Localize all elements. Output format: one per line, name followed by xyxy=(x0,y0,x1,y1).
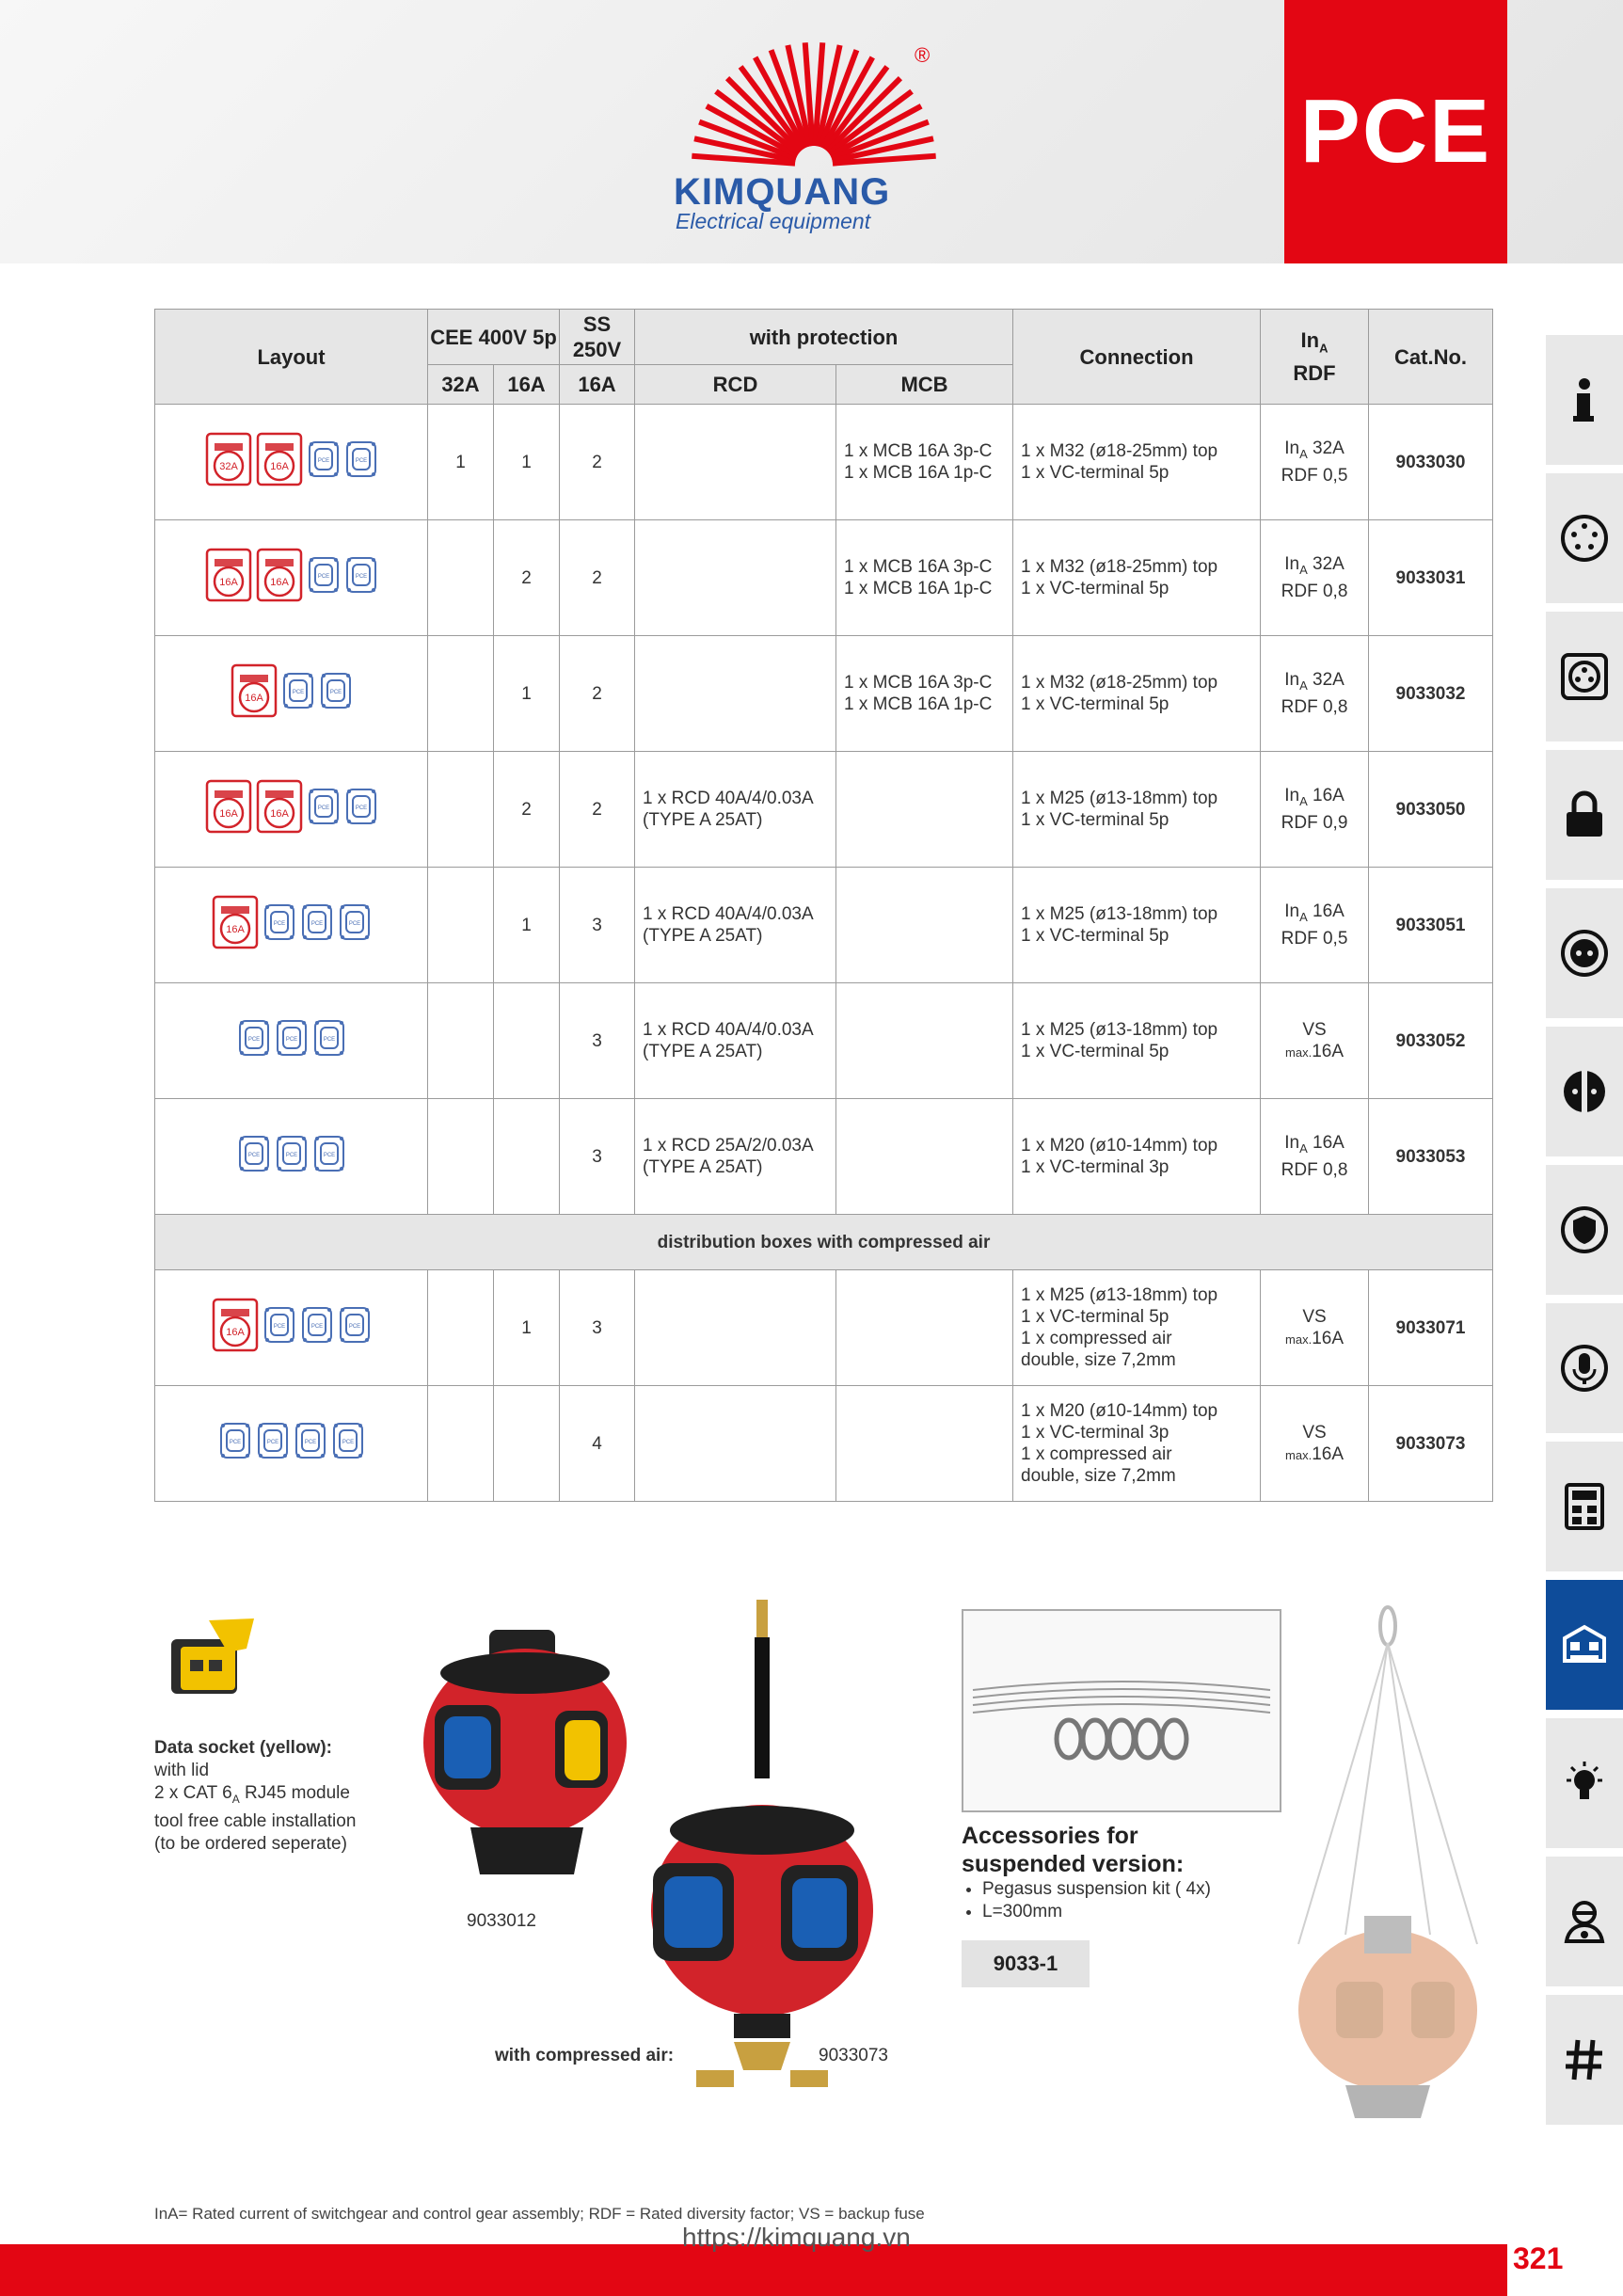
connection-cell: 1 x M25 (ø13-18mm) top 1 x VC-terminal 5p xyxy=(1013,983,1261,1099)
svg-text:PCE: PCE xyxy=(323,1037,335,1043)
rcd-cell xyxy=(635,405,836,520)
svg-text:16A: 16A xyxy=(269,577,289,588)
rating-cell: $In_A$ 32A RDF 0,8 xyxy=(1261,520,1369,636)
mcb-cell xyxy=(836,868,1013,983)
connection-cell: 1 x M32 (ø18-25mm) top 1 x VC-terminal 5p xyxy=(1013,636,1261,752)
schuko-socket-icon xyxy=(1559,928,1610,979)
cee-socket-red-icon xyxy=(205,432,252,486)
svg-text:PCE: PCE xyxy=(304,1440,316,1445)
cee-socket-red-icon xyxy=(212,895,259,949)
svg-text:PCE: PCE xyxy=(247,1037,260,1043)
mcb-cell: 1 x MCB 16A 3p-C 1 x MCB 16A 1p-C xyxy=(836,520,1013,636)
mcb-cell xyxy=(836,1099,1013,1215)
svg-text:16A: 16A xyxy=(269,461,289,472)
compressed-air-label: with compressed air: xyxy=(495,2046,675,2065)
ss-16a-cell: 3 xyxy=(560,983,635,1099)
svg-text:PCE: PCE xyxy=(273,921,285,927)
layout-cell xyxy=(155,983,428,1099)
cee-socket-red-icon xyxy=(205,779,252,834)
cee-16a-cell: 1 xyxy=(494,1270,560,1386)
layout-cell xyxy=(155,1099,428,1215)
cee-32a-cell xyxy=(428,1386,494,1502)
product-9033012-image xyxy=(414,1620,640,1903)
svg-text:PCE: PCE xyxy=(342,1440,354,1445)
product-table xyxy=(154,309,1493,1502)
schuko-socket-blue-icon xyxy=(307,787,341,826)
cat-no-cell: 9033050 xyxy=(1369,752,1493,868)
cee-16a-cell: 1 xyxy=(494,868,560,983)
svg-text:PCE: PCE xyxy=(355,805,367,811)
page-number: 321 xyxy=(1513,2241,1564,2275)
padlock-icon xyxy=(1561,789,1608,840)
rcd-cell: 1 x RCD 40A/4/0.03A (TYPE A 25AT) xyxy=(635,983,836,1099)
cee-16a-cell xyxy=(494,983,560,1099)
svg-text:PCE: PCE xyxy=(355,458,367,464)
header-connection: Connection xyxy=(1013,310,1261,405)
ss-16a-cell: 2 xyxy=(560,520,635,636)
header-cee: CEE 400V 5p xyxy=(428,310,560,365)
layout-cell xyxy=(155,752,428,868)
header-rcd: RCD xyxy=(635,365,836,405)
cee-socket-red-icon xyxy=(212,1298,259,1352)
header-16a: 16A xyxy=(494,365,560,405)
data-socket-image xyxy=(152,1611,265,1724)
cee-16a-cell: 2 xyxy=(494,520,560,636)
svg-text:16A: 16A xyxy=(225,924,245,935)
schuko-socket-blue-icon xyxy=(294,1421,327,1460)
table-row xyxy=(155,868,1493,983)
header-layout: Layout xyxy=(155,310,428,405)
sidebar-tab-info[interactable] xyxy=(1546,335,1623,465)
schuko-socket-blue-icon xyxy=(312,1018,346,1058)
info-icon xyxy=(1566,376,1603,423)
ss-16a-cell: 3 xyxy=(560,868,635,983)
accessories-list xyxy=(962,1878,1211,1923)
schuko-socket-blue-icon xyxy=(300,1305,334,1345)
connection-cell: 1 x M20 (ø10-14mm) top 1 x VC-terminal 3p xyxy=(1013,1099,1261,1215)
cat-no-cell: 9033053 xyxy=(1369,1099,1493,1215)
brand-text: PCE xyxy=(1299,81,1492,182)
svg-text:PCE: PCE xyxy=(348,921,360,927)
suspended-version-image xyxy=(1280,1605,1496,2132)
svg-text:PCE: PCE xyxy=(285,1153,297,1158)
cee-32a-cell xyxy=(428,1270,494,1386)
cee-32a-cell xyxy=(428,636,494,752)
cee-16a-cell xyxy=(494,1099,560,1215)
header-ss-16a: 16A xyxy=(560,365,635,405)
sidebar-tab-protection[interactable] xyxy=(1546,1165,1623,1295)
product-9033012-caption: 9033012 xyxy=(467,1911,536,1931)
header-mcb: MCB xyxy=(836,365,1013,405)
cee-32a-cell: 1 xyxy=(428,405,494,520)
schuko-socket-blue-icon xyxy=(237,1018,271,1058)
sidebar-tab-lock[interactable] xyxy=(1546,750,1623,880)
connection-cell: 1 x M20 (ø10-14mm) top 1 x VC-terminal 3p 1 x compressed air double, size 7,2mm xyxy=(1013,1386,1261,1502)
cee-32a-cell xyxy=(428,1099,494,1215)
mcb-cell: 1 x MCB 16A 3p-C 1 x MCB 16A 1p-C xyxy=(836,405,1013,520)
cee-16a-cell: 2 xyxy=(494,752,560,868)
cee-32a-cell xyxy=(428,520,494,636)
header-ss: SS 250V xyxy=(560,310,635,365)
footer-url[interactable]: https://kimquang.vn xyxy=(682,2223,911,2252)
schuko-socket-blue-icon xyxy=(338,1305,372,1345)
technician-icon xyxy=(1559,1896,1610,1947)
table-row xyxy=(155,636,1493,752)
svg-text:16A: 16A xyxy=(218,577,238,588)
connection-cell: 1 x M25 (ø13-18mm) top 1 x VC-terminal 5p xyxy=(1013,752,1261,868)
ss-16a-cell: 4 xyxy=(560,1386,635,1502)
svg-text:PCE: PCE xyxy=(285,1037,297,1043)
schuko-socket-blue-icon xyxy=(256,1421,290,1460)
registered-mark: ® xyxy=(915,43,931,67)
list-item: • L=300mm xyxy=(982,1901,1211,1923)
rating-cell: $In_A$ 32A RDF 0,5 xyxy=(1261,405,1369,520)
svg-text:PCE: PCE xyxy=(317,458,329,464)
footnote: InA= Rated current of switchgear and control gear assembly; RDF = Rated diversity factor; VS = backup fuse xyxy=(154,2205,925,2223)
rcd-cell xyxy=(635,636,836,752)
cee-socket-icon xyxy=(1559,513,1610,564)
data-socket-title: Data socket (yellow): xyxy=(154,1738,332,1758)
cat-no-cell: 9033032 xyxy=(1369,636,1493,752)
cee-32a-cell xyxy=(428,983,494,1099)
logo-tagline: Electrical equipment xyxy=(676,209,871,233)
brand-block xyxy=(1284,0,1507,263)
cee-16a-cell: 1 xyxy=(494,636,560,752)
schuko-socket-blue-icon xyxy=(319,671,353,710)
rating-cell: $In_A$ 32A RDF 0,8 xyxy=(1261,636,1369,752)
svg-text:16A: 16A xyxy=(225,1327,245,1338)
layout-cell xyxy=(155,520,428,636)
schuko-socket-blue-icon xyxy=(312,1134,346,1173)
ss-16a-cell: 2 xyxy=(560,752,635,868)
schuko-socket-blue-icon xyxy=(344,787,378,826)
layout-cell xyxy=(155,1270,428,1386)
schuko-socket-blue-icon xyxy=(338,902,372,942)
ss-16a-cell: 3 xyxy=(560,1270,635,1386)
ss-16a-cell: 2 xyxy=(560,405,635,520)
accessories-cat-no: 9033-1 xyxy=(962,1940,1090,1987)
connection-cell: 1 x M25 (ø13-18mm) top 1 x VC-terminal 5p 1 x compressed air double, size 7,2mm xyxy=(1013,1270,1261,1386)
rcd-cell: 1 x RCD 25A/2/0.03A (TYPE A 25AT) xyxy=(635,1099,836,1215)
section-title: distribution boxes with compressed air xyxy=(155,1215,1493,1270)
sidebar-tab-mobile-distribution[interactable] xyxy=(1546,1580,1623,1710)
rating-cell: $In_A$ 16A RDF 0,8 xyxy=(1261,1099,1369,1215)
rating-cell: VS max.16A xyxy=(1261,1270,1369,1386)
mcb-cell xyxy=(836,1270,1013,1386)
svg-text:PCE: PCE xyxy=(266,1440,278,1445)
ss-16a-cell: 3 xyxy=(560,1099,635,1215)
svg-text:PCE: PCE xyxy=(273,1324,285,1330)
mcb-cell xyxy=(836,1386,1013,1502)
connection-cell: 1 x M32 (ø18-25mm) top 1 x VC-terminal 5p xyxy=(1013,405,1261,520)
schuko-socket-blue-icon xyxy=(263,1305,296,1345)
svg-text:PCE: PCE xyxy=(247,1153,260,1158)
svg-text:PCE: PCE xyxy=(355,574,367,580)
section-row xyxy=(155,1215,1493,1270)
layout-cell xyxy=(155,636,428,752)
cee-32a-cell xyxy=(428,868,494,983)
cat-no-cell: 9033071 xyxy=(1369,1270,1493,1386)
svg-text:16A: 16A xyxy=(269,808,289,820)
svg-text:PCE: PCE xyxy=(310,921,323,927)
rcd-cell xyxy=(635,1270,836,1386)
sidebar-tab-worker[interactable] xyxy=(1546,1857,1623,1986)
schuko-socket-blue-icon xyxy=(237,1134,271,1173)
cat-no-cell: 9033030 xyxy=(1369,405,1493,520)
sidebar-tab-microphone[interactable] xyxy=(1546,1303,1623,1433)
cee-socket-red-icon xyxy=(205,548,252,602)
header-protection: with protection xyxy=(635,310,1013,365)
table-row xyxy=(155,752,1493,868)
rcd-cell xyxy=(635,520,836,636)
rating-cell: $In_A$ 16A RDF 0,9 xyxy=(1261,752,1369,868)
panel-socket-icon xyxy=(1559,651,1610,702)
rating-cell: $In_A$ 16A RDF 0,5 xyxy=(1261,868,1369,983)
schuko-socket-blue-icon xyxy=(218,1421,252,1460)
suspension-kit-image xyxy=(963,1611,1280,1810)
schuko-socket-blue-icon xyxy=(344,555,378,595)
sidebar-tab-index[interactable] xyxy=(1546,1995,1623,2125)
accessories-title: Accessories for suspended version: xyxy=(962,1823,1185,1877)
sidebar-tab-distribution[interactable] xyxy=(1546,1442,1623,1571)
cee-socket-red-icon xyxy=(231,663,278,718)
header-rating: $In_A$ RDF xyxy=(1261,310,1369,405)
svg-text:PCE: PCE xyxy=(292,690,304,695)
svg-text:PCE: PCE xyxy=(317,805,329,811)
svg-text:16A: 16A xyxy=(244,693,263,704)
mobile-distributor-icon xyxy=(1559,1619,1610,1670)
cee-socket-red-icon xyxy=(256,779,303,834)
cee-16a-cell: 1 xyxy=(494,405,560,520)
rating-cell: VS max.16A xyxy=(1261,983,1369,1099)
list-item: • Pegasus suspension kit ( 4x) xyxy=(982,1878,1211,1901)
svg-text:16A: 16A xyxy=(218,808,238,820)
connector-icon xyxy=(1559,1066,1610,1117)
table-row xyxy=(155,520,1493,636)
microphone-icon xyxy=(1559,1343,1610,1394)
layout-cell xyxy=(155,868,428,983)
svg-text:PCE: PCE xyxy=(317,574,329,580)
svg-text:32A: 32A xyxy=(218,461,238,472)
ss-16a-cell: 2 xyxy=(560,636,635,752)
schuko-socket-blue-icon xyxy=(263,902,296,942)
logo-name: KIMQUANG xyxy=(674,171,891,213)
mcb-cell: 1 x MCB 16A 3p-C 1 x MCB 16A 1p-C xyxy=(836,636,1013,752)
table-row xyxy=(155,1386,1493,1502)
rcd-cell: 1 x RCD 40A/4/0.03A (TYPE A 25AT) xyxy=(635,868,836,983)
schuko-socket-blue-icon xyxy=(281,671,315,710)
sidebar-tab-lighting[interactable] xyxy=(1546,1718,1623,1848)
layout-cell xyxy=(155,405,428,520)
schuko-socket-blue-icon xyxy=(307,555,341,595)
table-row xyxy=(155,405,1493,520)
header-32a: 32A xyxy=(428,365,494,405)
schuko-socket-blue-icon xyxy=(307,439,341,479)
cat-no-cell: 9033073 xyxy=(1369,1386,1493,1502)
cee-socket-red-icon xyxy=(256,432,303,486)
schuko-socket-blue-icon xyxy=(331,1421,365,1460)
connection-cell: 1 x M25 (ø13-18mm) top 1 x VC-terminal 5p xyxy=(1013,868,1261,983)
connection-cell: 1 x M32 (ø18-25mm) top 1 x VC-terminal 5p xyxy=(1013,520,1261,636)
sidebar-tab-connector[interactable] xyxy=(1546,1027,1623,1156)
schuko-socket-blue-icon xyxy=(275,1018,309,1058)
schuko-socket-blue-icon xyxy=(300,902,334,942)
sidebar-tab-socket-5p[interactable] xyxy=(1546,473,1623,603)
schuko-socket-blue-icon xyxy=(275,1134,309,1173)
table-row xyxy=(155,1270,1493,1386)
layout-cell xyxy=(155,1386,428,1502)
rating-cell: VS max.16A xyxy=(1261,1386,1369,1502)
cee-socket-red-icon xyxy=(256,548,303,602)
product-9033073-caption: 9033073 xyxy=(819,2046,888,2065)
hash-icon xyxy=(1559,2034,1610,2085)
svg-text:PCE: PCE xyxy=(310,1324,323,1330)
svg-text:PCE: PCE xyxy=(329,690,342,695)
sidebar-tab-socket-square[interactable] xyxy=(1546,612,1623,741)
shield-icon xyxy=(1559,1204,1610,1255)
cat-no-cell: 9033051 xyxy=(1369,868,1493,983)
rcd-cell: 1 x RCD 40A/4/0.03A (TYPE A 25AT) xyxy=(635,752,836,868)
accessories-image xyxy=(962,1609,1281,1812)
cee-32a-cell xyxy=(428,752,494,868)
light-bulb-icon xyxy=(1559,1758,1610,1809)
rcd-cell xyxy=(635,1386,836,1502)
svg-text:PCE: PCE xyxy=(323,1153,335,1158)
table-row xyxy=(155,983,1493,1099)
header-catno: Cat.No. xyxy=(1369,310,1493,405)
svg-text:PCE: PCE xyxy=(229,1440,241,1445)
cat-no-cell: 9033031 xyxy=(1369,520,1493,636)
cat-no-cell: 9033052 xyxy=(1369,983,1493,1099)
schuko-socket-blue-icon xyxy=(344,439,378,479)
table-row xyxy=(155,1099,1493,1215)
sidebar-tab-plug[interactable] xyxy=(1546,888,1623,1018)
mcb-cell xyxy=(836,752,1013,868)
data-socket-caption: Data socket (yellow): with lid 2 x CAT $6_A$ RJ45 module tool free cable installation (to be ordered seperate) xyxy=(154,1738,357,1854)
mcb-cell xyxy=(836,983,1013,1099)
cee-16a-cell xyxy=(494,1386,560,1502)
distribution-board-icon xyxy=(1561,1481,1608,1532)
svg-text:PCE: PCE xyxy=(348,1324,360,1330)
